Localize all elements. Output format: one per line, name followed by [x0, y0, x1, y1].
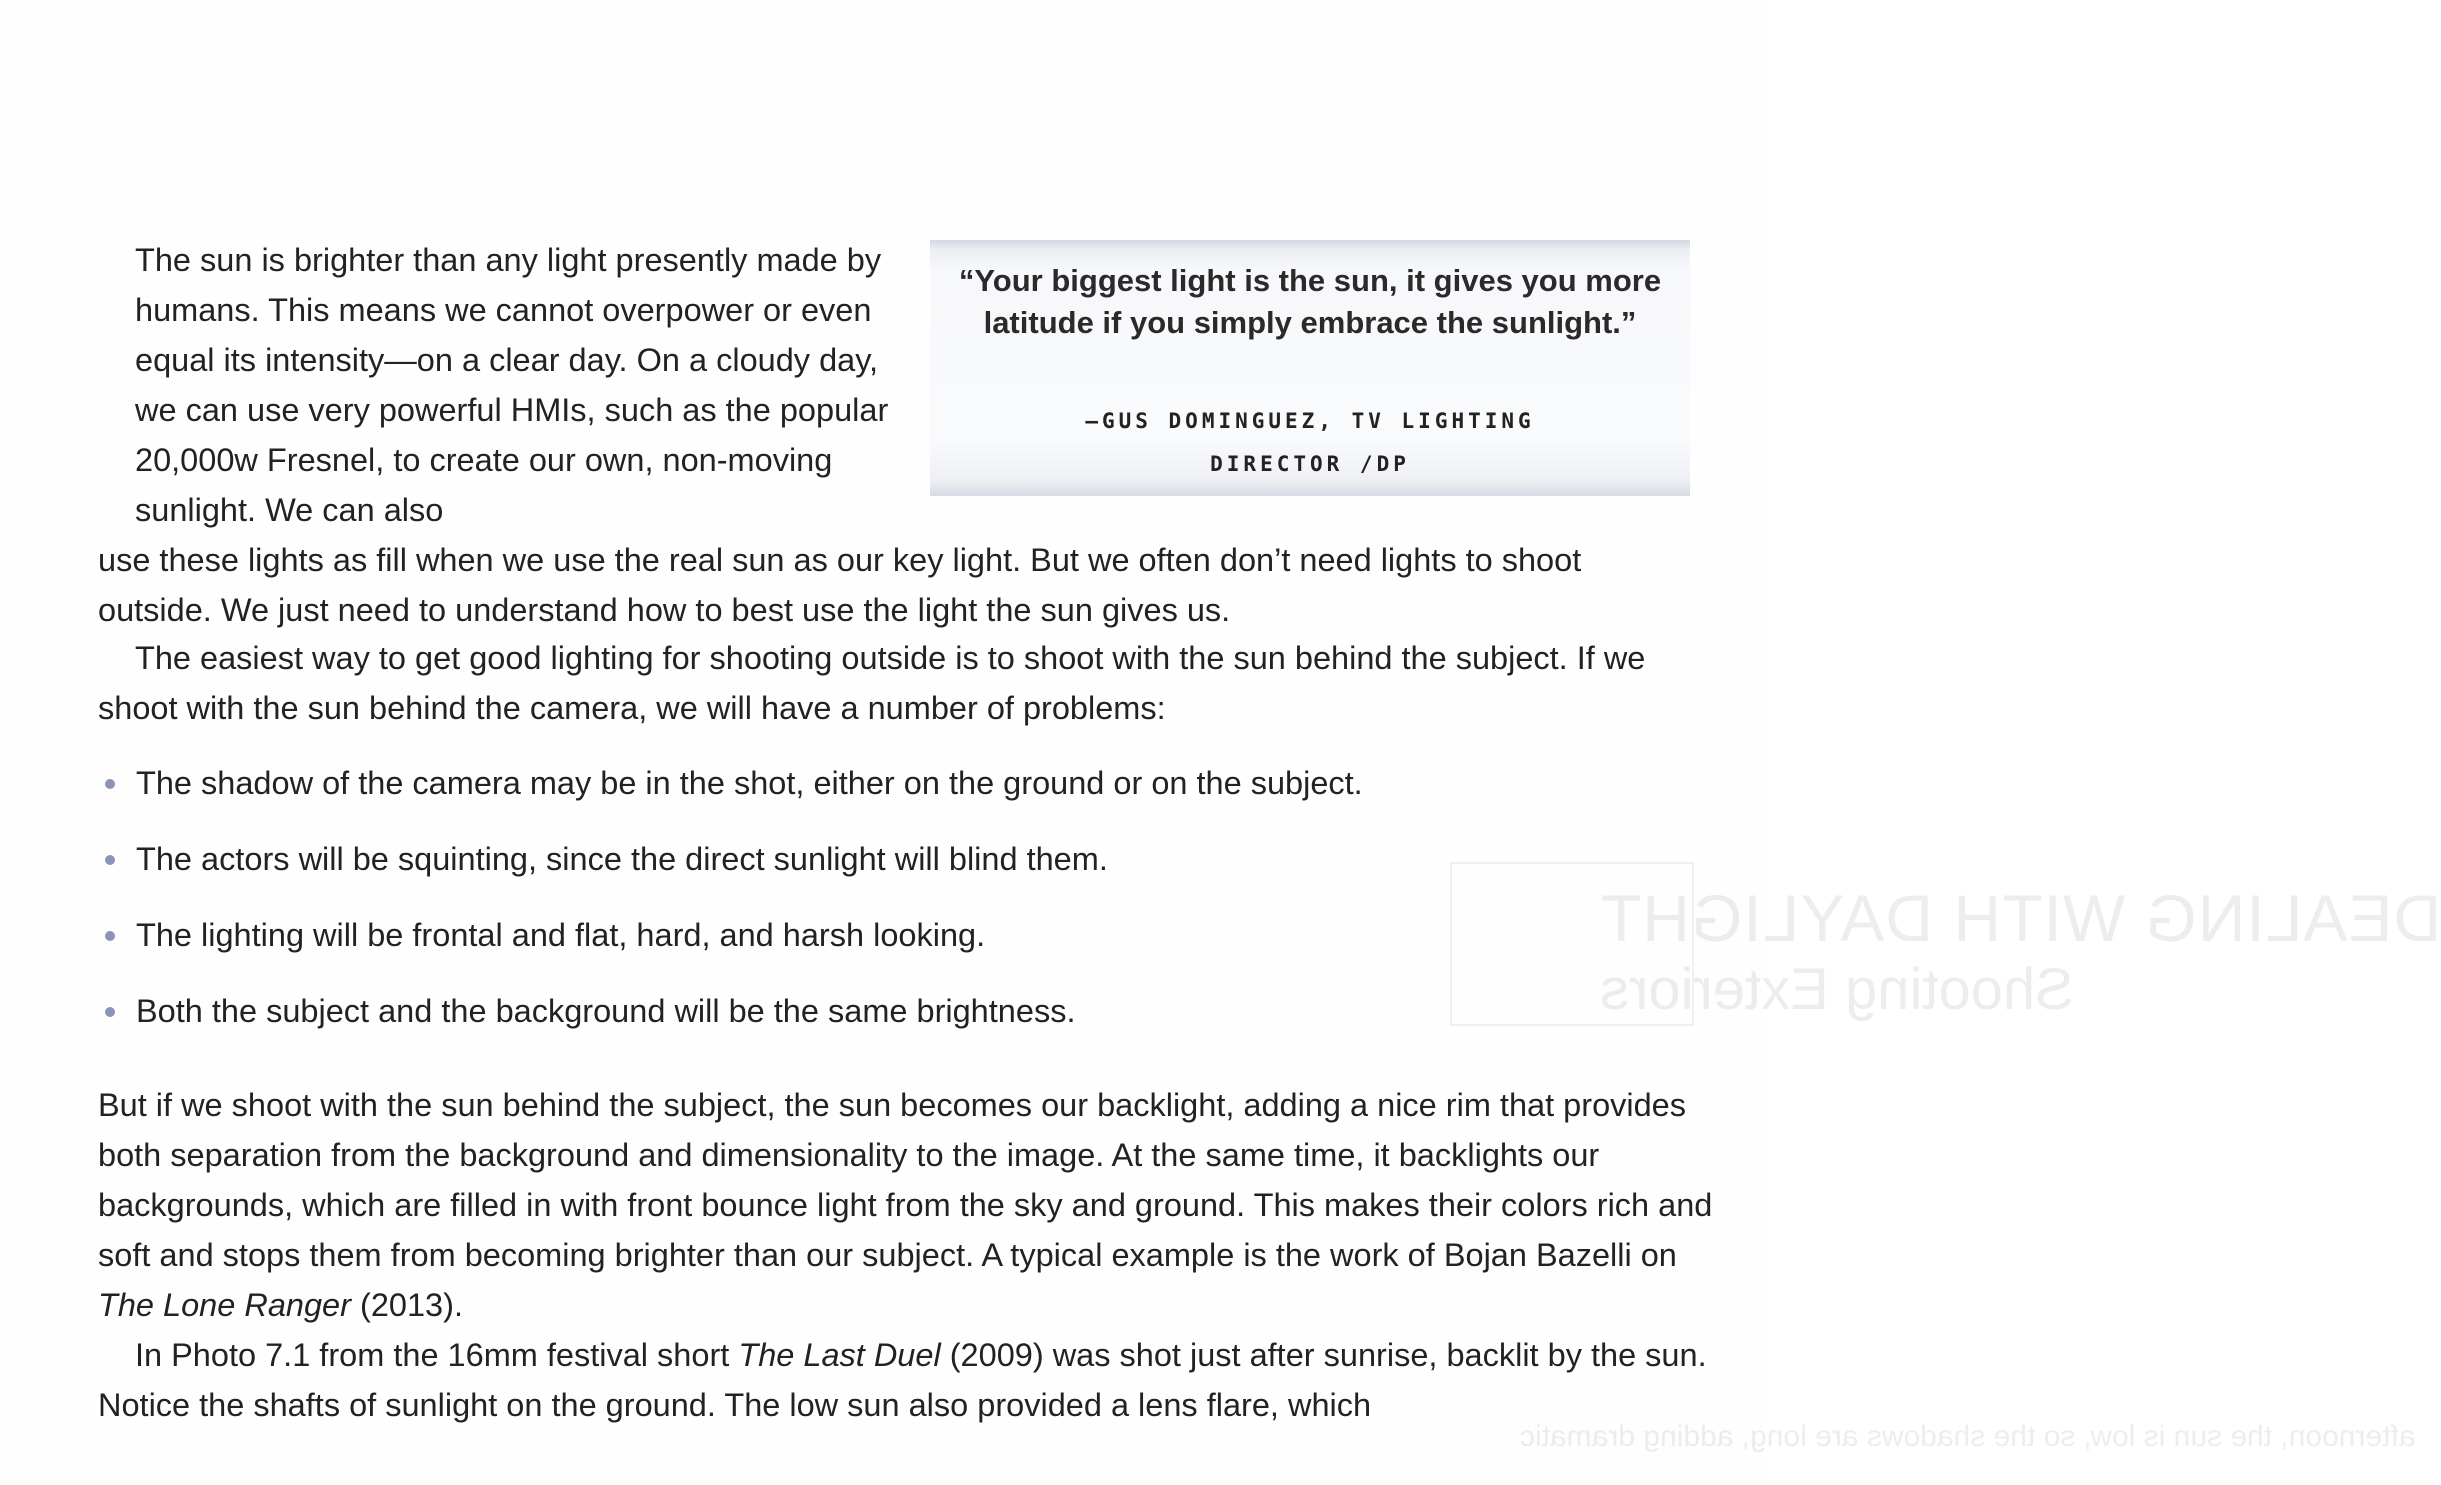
bleed-through-line: afternoon, the sun is low, so the shadows are long, adding dramatic — [1520, 1420, 2416, 1453]
film-title-lone-ranger: The Lone Ranger — [98, 1287, 351, 1323]
list-item — [98, 834, 1698, 910]
paragraph-1-rest: use these lights as fill when we use the real sun as our key light. But we often don’t need lights to shoot outside. We just need to understand how to best use the light the sun gives us. — [98, 542, 1582, 628]
paragraph-2 — [98, 633, 1698, 733]
list-item-text: Both the subject and the background will be the same brightness. — [136, 993, 1076, 1029]
paragraph-1-wrapped: The sun is brighter than any light presently made by humans. This means we cannot overpower or even equal its intensity—on a clear day. On a cloudy day, we can use very powerful HMIs, such as the popular 20,000w Fresnel, to create our own, non-moving sunlight. We can also — [135, 242, 889, 528]
bullet-dot-icon — [105, 779, 115, 789]
pull-quote-text: “Your biggest light is the sun, it gives you more latitude if you simply embrace the sunlight.” — [958, 263, 1662, 340]
attribution-line-2: DIRECTOR /DP — [1210, 452, 1410, 476]
bullet-dot-icon — [105, 931, 115, 941]
bullet-dot-icon — [105, 1007, 115, 1017]
list-item — [98, 910, 1698, 986]
list-item — [98, 758, 1698, 834]
list-item-text: The shadow of the camera may be in the shot, either on the ground or on the subject. — [136, 765, 1363, 801]
paragraph-4 — [98, 1330, 1718, 1430]
film-title-last-duel: The Last Duel — [738, 1337, 941, 1373]
problem-list — [98, 758, 1698, 1062]
bullet-dot-icon — [105, 855, 115, 865]
bleed-through-title: DEALING WITH DAYLIGHT — [1600, 881, 2441, 955]
paragraph-4-text: In Photo 7.1 from the 16mm festival short — [135, 1337, 730, 1373]
attribution-line-1: —GUS DOMINGUEZ, TV LIGHTING — [1085, 409, 1535, 433]
paragraph-2-text: The easiest way to get good lighting for shooting outside is to shoot with the sun behind the subject. If we shoot with the sun behind the camera, we will have a number of problems: — [98, 640, 1646, 726]
paragraph-3 — [98, 1080, 1718, 1330]
paragraph-4-rest: (2009) was shot just after sunrise, backlit by the sun. Notice the shafts of sunlight on the ground. The low sun also provided a lens flare, which — [98, 1337, 1707, 1423]
list-item-text: The actors will be squinting, since the direct sunlight will blind them. — [136, 841, 1108, 877]
list-item-text: The lighting will be frontal and flat, hard, and harsh looking. — [136, 917, 986, 953]
paragraph-3-text: But if we shoot with the sun behind the subject, the sun becomes our backlight, adding a nice rim that provides both separation from the background and dimensionality to the image. At the same time, it backlights our backgrounds, which are filled in with front bounce light from the sky and ground. This makes their colors rich and soft and stops them from becoming brighter than our subject. A typical example is the work of Bojan Bazelli on — [98, 1087, 1713, 1273]
paragraph-3-year: (2013). — [360, 1287, 463, 1323]
paragraph-1 — [98, 235, 1698, 635]
bleed-through-subtitle: Shooting Exteriors — [1600, 957, 2074, 1022]
list-item — [98, 986, 1698, 1062]
